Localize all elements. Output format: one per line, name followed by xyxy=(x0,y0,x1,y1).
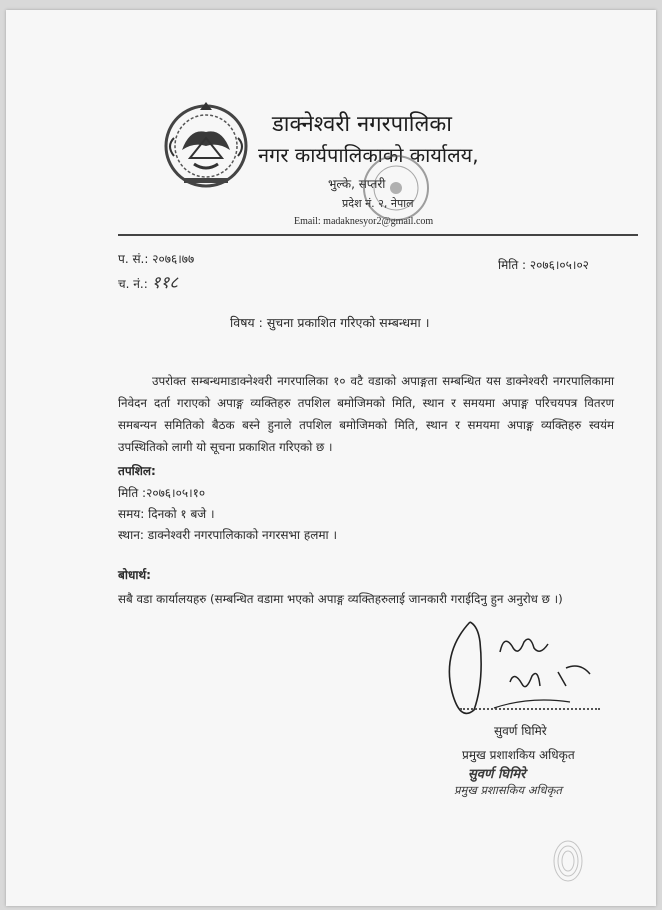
details-heading: तपशिल: xyxy=(118,464,156,478)
letter-subject: विषय : सुचना प्रकाशित गरिएको सम्बन्धमा । xyxy=(230,315,430,330)
municipality-name: डाक्नेश्वरी नगरपालिका xyxy=(272,112,453,137)
office-round-stamp xyxy=(360,152,432,224)
signature-line xyxy=(460,708,600,710)
signatory-title: प्रमुख प्रशाशकिय अधिकृत xyxy=(462,748,575,762)
name-stamp-title: प्रमुख प्रशासकिय अधिकृत xyxy=(454,783,562,797)
reference-number: प. सं.: २०७६।७७ xyxy=(118,252,195,266)
name-stamp-name: सुवर्ण घिमिरे xyxy=(468,767,526,782)
office-email: Email: madaknesyor2@gmail.com xyxy=(294,216,434,227)
office-address: भुल्के, सप्तरी xyxy=(328,177,386,191)
cc-text: सबै वडा कार्यालयहरु (सम्बन्धित वडामा भएको अपाङ्ग व्यक्तिहरुलाई जानकारी गराईदिनु हुन अनुरोध छ ।) xyxy=(118,592,563,606)
dispatch-number-handwritten: ११८ xyxy=(151,273,179,293)
details-place: स्थान: डाक्नेश्वरी नगरपालिकाको नगरसभा हलमा । xyxy=(118,528,337,542)
office-name: नगर कार्यपालिकाको कार्यालय, xyxy=(258,143,479,167)
letterhead-divider xyxy=(118,234,638,236)
letter-body: उपरोक्त सम्बन्धमाडाक्नेश्वरी नगरपालिका १० वटै वडाको अपाङ्गता सम्बन्धित यस डाक्नेश्वरी नगरपालिकामा निवेदन दर्ता गराएको अपाङ्ग व्यक्तिहरु तपशिल बमोजिमको मिति, स्थान र समयमा अपाङ्ग परिचयपत्र वितरण समबन्यन समितिको बैठक बस्ने हुनाले तपशिल बमोजिमको मिति, स्थान र समयमा अपाङ्ग व्यक्तिहरु स्वयंम उपस्थितिको लागी यो सूचना प्रकाशित गरिएको छ । xyxy=(118,374,614,454)
dispatch-number-row xyxy=(118,270,178,293)
details-date: मिति :२०७६।०५।१० xyxy=(118,486,206,500)
signatory-name: सुवर्ण घिमिरे xyxy=(494,724,547,738)
letter-date: मिति : २०७६।०५।०२ xyxy=(498,258,589,272)
cc-heading: बोधार्थ: xyxy=(118,568,151,582)
details-time: समय: दिनको १ बजे । xyxy=(118,507,215,521)
fingerprint-mark xyxy=(548,836,588,886)
office-province: प्रदेश नं. २, नेपाल xyxy=(342,197,414,210)
dispatch-number-label: च. नं.: xyxy=(118,277,148,291)
nepal-emblem-logo xyxy=(160,98,252,190)
